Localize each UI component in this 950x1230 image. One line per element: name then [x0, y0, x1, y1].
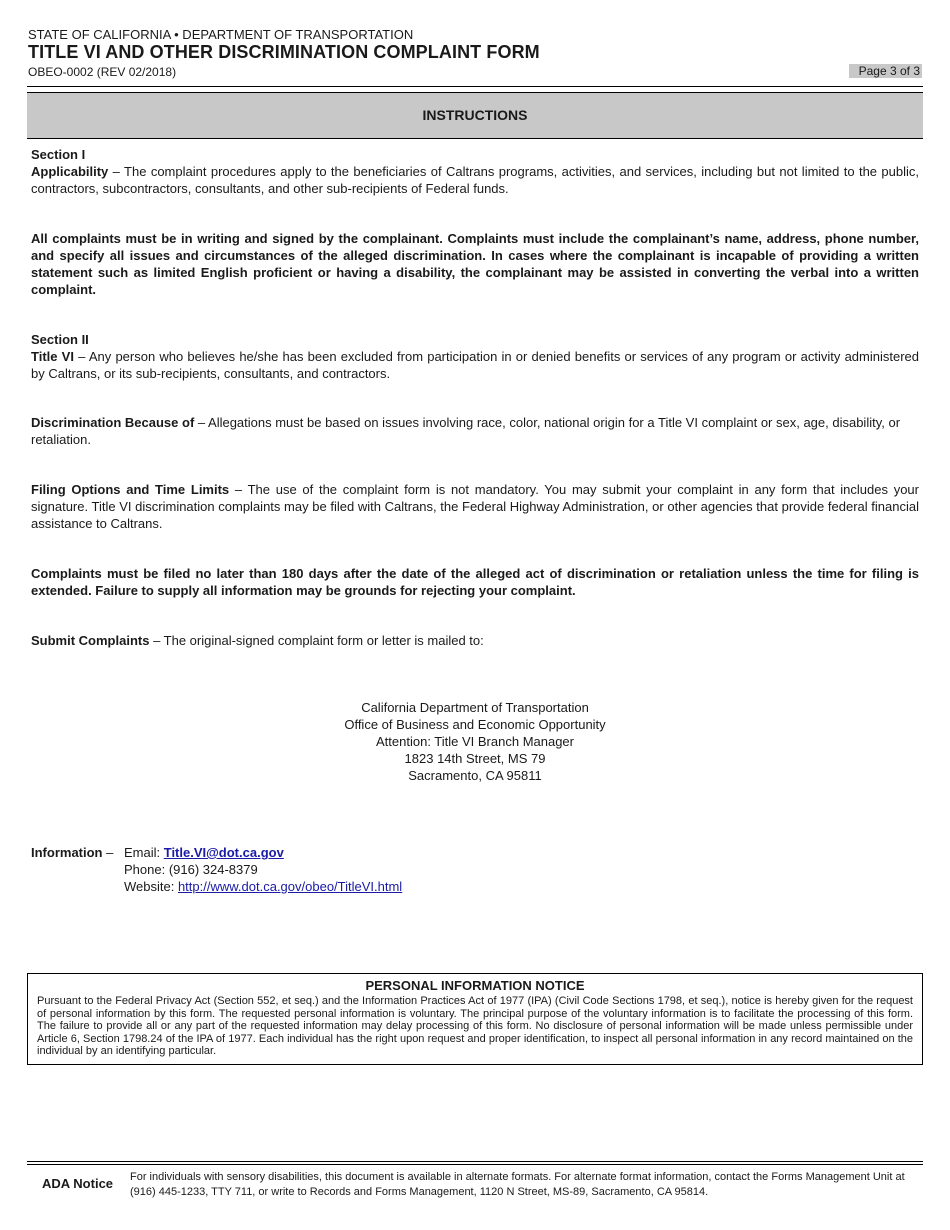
notice-text: Pursuant to the Federal Privacy Act (Section 552, et seq.) and the Information Practices Act of 1977 (IPA) (Civil Code Sections 1798, et seq.), notice is hereby given for the request of personal information by this form. The requested personal information is voluntary. The principal purpose of the voluntary information is to facilitate the processing of this form. The failure to provide all or any part of the requested information may delay processing of this form. No disclosure of personal information will be made unless permissible under Article 6, Section 1798.24 of the IPA of 1977. Each individual has the right upon request and proper identification, to inspect all personal information in any record maintained on the individual by an identifying particular. [37, 995, 913, 1057]
ada-notice-text: For individuals with sensory disabilities, this document is available in alternate formats. For alternate format information, contact the Forms Management Unit at (916) 445-1233, TTY 711, or write to Records and Forms Management, 1120 N Street, MS-89, Sacramento, CA 95814. [130, 1171, 905, 1198]
email-link[interactable]: Title.VI@dot.ca.gov [163, 845, 284, 860]
header-divider [27, 86, 923, 87]
footer-divider-top [27, 1161, 923, 1162]
applicability-label: Applicability [31, 164, 109, 179]
title-vi-label: Title VI [31, 349, 74, 364]
email-row [124, 844, 402, 861]
form-code: OBEO-0002 (REV 02/2018) [28, 65, 177, 79]
filing-deadline: Complaints must be filed no later than 180 days after the date of the alleged act of discrimination or retaliation unless the time for filing is extended. Failure to supply all information may be grounds for rejecting your complaint. [31, 566, 919, 598]
address-line: 1823 14th Street, MS 79 [404, 751, 546, 766]
information-dash: – [102, 845, 114, 860]
page-indicator: Page 3 of 3 [849, 64, 922, 78]
section-1-applicability [31, 146, 919, 197]
discrimination-text: – Allegations must be based on issues involving race, color, national origin for a Title VI complaint or sex, age, disability, or retaliation. [31, 415, 901, 447]
discrimination-label: Discrimination Because of [31, 415, 195, 430]
personal-information-notice [27, 973, 923, 1065]
address-line: Office of Business and Economic Opportunity [344, 717, 606, 732]
ada-notice-label: ADA Notice [42, 1176, 114, 1191]
email-label: Email: [124, 845, 164, 860]
section-2-heading: Section II [31, 332, 89, 347]
discrimination-paragraph [31, 414, 919, 448]
address-line: California Department of Transportation [361, 700, 589, 715]
agency-line: STATE OF CALIFORNIA • DEPARTMENT OF TRANSPORTATION [28, 27, 414, 42]
submit-text: – The original-signed complaint form or letter is mailed to: [149, 633, 484, 648]
information-label: Information [31, 845, 103, 860]
applicability-text: – The complaint procedures apply to the beneficiaries of Caltrans programs, activities, and services, including but not limited to the public, contractors, subcontractors, consultants, and other sub-recipients of Federal funds. [31, 164, 919, 196]
filing-paragraph [31, 481, 919, 532]
mailing-address [0, 699, 950, 784]
title-vi-text: – Any person who believes he/she has been excluded from participation in or denied benefits or services of any program or activity administered by Caltrans, or its sub-recipients, consultants, and contractors. [31, 349, 919, 381]
notice-title: PERSONAL INFORMATION NOTICE [365, 978, 585, 993]
website-row [124, 878, 402, 895]
website-link[interactable]: http://www.dot.ca.gov/obeo/TitleVI.html [177, 879, 403, 894]
website-label: Website: [124, 879, 178, 894]
footer-divider-bottom [27, 1164, 923, 1165]
section-1-heading: Section I [31, 147, 86, 162]
filing-text: – The use of the complaint form is not mandatory. You may submit your complaint in any form that includes your signature. Title VI discrimination complaints may be filed with Caltrans, the Federal Highway Administration, or other agencies that provide federal financial assistance to Caltrans. [31, 482, 919, 531]
submit-paragraph [31, 632, 919, 649]
instructions-heading: INSTRUCTIONS [27, 92, 923, 139]
address-line: Sacramento, CA 95811 [408, 768, 542, 783]
submit-label: Submit Complaints [31, 633, 150, 648]
filing-label: Filing Options and Time Limits [31, 482, 230, 497]
phone-row: Phone: (916) 324-8379 [124, 862, 258, 877]
information-label-row [31, 844, 113, 861]
form-title: TITLE VI AND OTHER DISCRIMINATION COMPLAINT FORM [28, 42, 540, 62]
section-2-title-vi [31, 331, 919, 382]
contact-information [124, 844, 402, 895]
complaint-requirements: All complaints must be in writing and signed by the complainant. Complaints must include the complainant’s name, address, phone number, and specify all issues and circumstances of the alleged discrimination. In cases where the complainant is incapable of providing a written statement such as limited English proficient or having a disability, the complainant may be assisted in converting the verbal into a written complaint. [31, 231, 919, 297]
address-line: Attention: Title VI Branch Manager [376, 734, 574, 749]
